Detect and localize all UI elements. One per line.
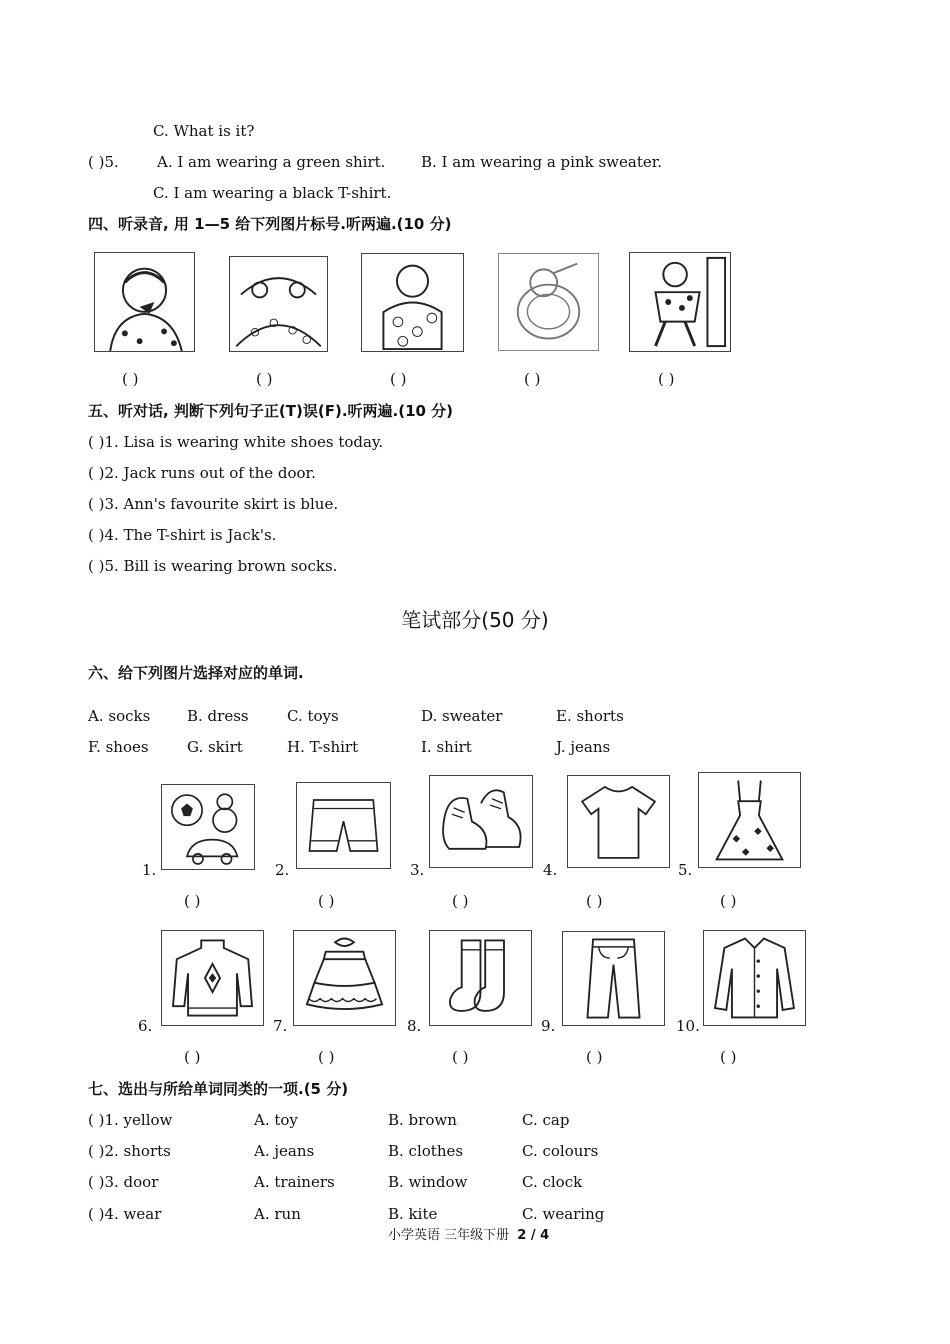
socks-picture — [429, 930, 532, 1026]
listening-picture-5 — [629, 252, 731, 352]
picture-number: 4. — [543, 861, 558, 879]
section-6-heading: 六、给下列图片选择对应的单词. — [88, 664, 304, 682]
toys-picture — [161, 784, 255, 870]
answer-blank[interactable]: ( ) — [184, 892, 201, 910]
picture-number: 10. — [676, 1017, 700, 1035]
picture-number: 8. — [407, 1017, 422, 1035]
classify-option-a: A. toy — [254, 1111, 298, 1129]
picture-number: 1. — [142, 861, 157, 879]
classify-option-a: A. trainers — [254, 1173, 335, 1191]
footer-text: 小学英语 三年级下册 — [388, 1228, 510, 1243]
q5-option-a: A. I am wearing a green shirt. — [157, 153, 386, 171]
answer-blank[interactable]: ( ) — [720, 892, 737, 910]
classify-option-b: B. brown — [388, 1111, 457, 1129]
word-option: J. jeans — [556, 738, 611, 756]
q5-number: ( )5. — [88, 153, 119, 171]
section-7-heading: 七、选出与所给单词同类的一项.(5 分) — [88, 1080, 349, 1098]
classify-option-b: B. window — [388, 1173, 468, 1191]
q4-option-c: C. What is it? — [153, 122, 255, 140]
dress-picture — [698, 772, 801, 868]
answer-blank[interactable]: ( ) — [452, 1048, 469, 1066]
picture-number: 3. — [410, 861, 425, 879]
judge-item: ( )1. Lisa is wearing white shoes today. — [88, 433, 384, 451]
picture-number: 9. — [541, 1017, 556, 1035]
page-footer — [388, 1227, 549, 1245]
listening-picture-2 — [229, 256, 328, 352]
answer-blank[interactable]: ( ) — [586, 892, 603, 910]
classify-option-c: C. cap — [522, 1111, 570, 1129]
page-number: 2 / 4 — [517, 1228, 550, 1243]
word-option: C. toys — [287, 707, 339, 725]
answer-blank[interactable]: ( ) — [184, 1048, 201, 1066]
answer-blank[interactable]: ( ) — [256, 370, 273, 388]
listening-picture-3 — [361, 253, 464, 352]
classify-option-b: B. kite — [388, 1205, 438, 1223]
answer-blank[interactable]: ( ) — [586, 1048, 603, 1066]
section-4-heading: 四、听录音, 用 1—5 给下列图片标号.听两遍.(10 分) — [88, 215, 452, 233]
word-option: F. shoes — [88, 738, 149, 756]
judge-item: ( )3. Ann's favourite skirt is blue. — [88, 495, 339, 513]
answer-blank[interactable]: ( ) — [658, 370, 675, 388]
section-5-heading: 五、听对话, 判断下列句子正(T)误(F).听两遍.(10 分) — [88, 402, 454, 420]
classify-option-c: C. colours — [522, 1142, 599, 1160]
written-part-title: 笔试部分(50 分) — [401, 608, 549, 632]
answer-blank[interactable]: ( ) — [720, 1048, 737, 1066]
word-option: A. socks — [88, 707, 151, 725]
classify-question: ( )1. yellow — [88, 1111, 173, 1129]
answer-blank[interactable]: ( ) — [390, 370, 407, 388]
word-option: G. skirt — [187, 738, 243, 756]
judge-item: ( )4. The T-shirt is Jack's. — [88, 526, 277, 544]
sweater-picture — [161, 930, 264, 1026]
listening-picture-1 — [94, 252, 195, 352]
judge-item: ( )2. Jack runs out of the door. — [88, 464, 316, 482]
shoes-picture — [429, 775, 533, 868]
picture-number: 5. — [678, 861, 693, 879]
picture-number: 2. — [275, 861, 290, 879]
picture-number: 6. — [138, 1017, 153, 1035]
listening-picture-4 — [498, 253, 599, 351]
word-option: I. shirt — [421, 738, 472, 756]
answer-blank[interactable]: ( ) — [318, 1048, 335, 1066]
word-option: D. sweater — [421, 707, 503, 725]
judge-item: ( )5. Bill is wearing brown socks. — [88, 557, 338, 575]
classify-question: ( )2. shorts — [88, 1142, 171, 1160]
classify-option-c: C. clock — [522, 1173, 583, 1191]
shorts-picture — [296, 782, 391, 869]
shirt-picture — [703, 930, 806, 1026]
tshirt-picture — [567, 775, 670, 868]
answer-blank[interactable]: ( ) — [122, 370, 139, 388]
classify-option-a: A. run — [254, 1205, 301, 1223]
answer-blank[interactable]: ( ) — [318, 892, 335, 910]
word-option: B. dress — [187, 707, 249, 725]
skirt-picture — [293, 930, 396, 1026]
answer-blank[interactable]: ( ) — [452, 892, 469, 910]
classify-option-c: C. wearing — [522, 1205, 605, 1223]
classify-question: ( )3. door — [88, 1173, 159, 1191]
word-option: H. T-shirt — [287, 738, 359, 756]
picture-number: 7. — [273, 1017, 288, 1035]
classify-option-a: A. jeans — [254, 1142, 315, 1160]
q5-option-c: C. I am wearing a black T-shirt. — [153, 184, 392, 202]
q5-option-b: B. I am wearing a pink sweater. — [421, 153, 663, 171]
jeans-picture — [562, 931, 665, 1026]
answer-blank[interactable]: ( ) — [524, 370, 541, 388]
classify-option-b: B. clothes — [388, 1142, 464, 1160]
classify-question: ( )4. wear — [88, 1205, 162, 1223]
word-option: E. shorts — [556, 707, 624, 725]
